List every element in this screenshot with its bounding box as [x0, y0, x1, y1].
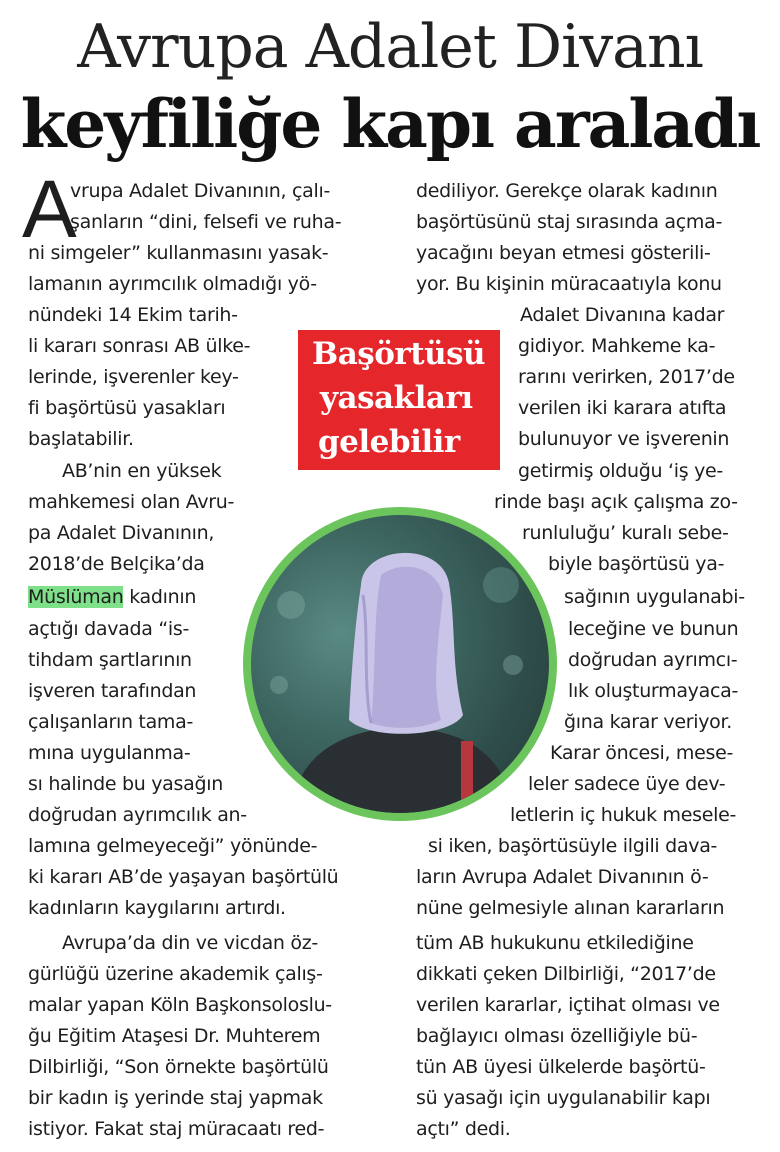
body-line: pa Adalet Divanının,	[28, 522, 215, 544]
body-line: tün AB üyesi ülkelerde başörtü-	[416, 1056, 706, 1078]
body-line: lerinde, işverenler key-	[28, 366, 239, 388]
body-line: işveren tarafından	[28, 680, 197, 702]
body-line: açtığı davada “is-	[28, 618, 190, 640]
body-line: vrupa Adalet Divanının, çalı-	[70, 180, 331, 202]
body-line: sı halinde bu yasağın	[28, 773, 223, 795]
body-line: gürlüğü üzerine akademik çalış-	[28, 963, 323, 985]
body-line-rest: kadının	[123, 586, 197, 608]
body-line: si iken, başörtüsüyle ilgili dava-	[428, 835, 718, 857]
body-line: doğrudan ayrımcı-	[568, 649, 738, 671]
body-line: getirmiş olduğu ‘iş ye-	[518, 460, 723, 482]
body-line: leceğine ve bunun	[568, 618, 739, 640]
body-line: ğına karar veriyor.	[564, 711, 732, 733]
body-line: dikkati çeken Dilbirliği, “2017’de	[416, 963, 716, 985]
body-line: runluluğu’ kuralı sebe-	[522, 522, 729, 544]
body-line: sü yasağı için uygulanabilir kapı	[416, 1087, 711, 1109]
body-line: mına uygulanma-	[28, 742, 191, 764]
body-line: AB’nin en yüksek	[62, 460, 222, 482]
body-line: ki kararı AB’de yaşayan başörtülü	[28, 866, 339, 888]
body-line: tihdam şartlarının	[28, 649, 192, 671]
body-line: fi başörtüsü yasakları	[28, 397, 226, 419]
body-line: biyle başörtüsü ya-	[548, 553, 725, 575]
body-line: rinde başı açık çalışma zo-	[494, 491, 738, 513]
pull-quote-line: yasakları	[320, 380, 473, 416]
body-line: yacağını beyan etmesi gösterili-	[416, 242, 711, 264]
body-line: Dilbirliği, “Son örnekte başörtülü	[28, 1056, 329, 1078]
body-line: yor. Bu kişinin müracaatıyla konu	[416, 273, 722, 295]
body-line: lamına gelmeyeceği” yönünde-	[28, 835, 318, 857]
body-line: malar yapan Köln Başkonsoloslu-	[28, 994, 332, 1016]
body-line: kadınların kaygılarını artırdı.	[28, 897, 286, 919]
body-line: ların Avrupa Adalet Divanının ö-	[416, 866, 709, 888]
body-line: li kararı sonrası AB ülke-	[28, 335, 251, 357]
headscarf-figure-icon	[251, 515, 549, 813]
body-line: açtı” dedi.	[416, 1118, 511, 1140]
body-line: gidiyor. Mahkeme ka-	[518, 335, 716, 357]
headline-line-1: Avrupa Adalet Divanı	[77, 12, 703, 82]
body-line: başörtüsünü staj sırasında açma-	[416, 211, 722, 233]
body-line: lamanın ayrımcılık olmadığı yö-	[28, 273, 317, 295]
photo-frame	[243, 507, 557, 821]
pull-quote-line: Başörtüsü	[312, 336, 486, 372]
pull-quote-line: gelebilir	[318, 424, 460, 460]
headscarf-woman-photo	[251, 515, 549, 813]
highlighted-word: Müslüman	[28, 586, 124, 608]
body-line: istiyor. Fakat staj müracaatı red-	[28, 1118, 325, 1140]
body-line: verilen kararlar, içtihat olması ve	[416, 994, 720, 1016]
body-line: Adalet Divanına kadar	[520, 304, 725, 326]
body-line: şanların “dini, felsefi ve ruha-	[70, 211, 342, 233]
body-line: dediliyor. Gerekçe olarak kadının	[416, 180, 718, 202]
body-line: sağının uygulanabi-	[564, 586, 745, 608]
body-line: verilen iki karara atıfta	[518, 397, 727, 419]
body-line: Karar öncesi, mese-	[550, 742, 734, 764]
body-line: letlerin iç hukuk mesele-	[510, 804, 737, 826]
body-line: mahkemesi olan Avru-	[28, 491, 235, 513]
body-line: çalışanların tama-	[28, 711, 194, 733]
body-line: Avrupa’da din ve vicdan öz-	[62, 932, 318, 954]
body-line: nündeki 14 Ekim tarih-	[28, 304, 238, 326]
body-line: 2018’de Belçika’da	[28, 553, 205, 575]
body-line: rarını verirken, 2017’de	[518, 366, 735, 388]
body-line: nüne gelmesiyle alınan kararların	[416, 897, 725, 919]
body-line: bulunuyor ve işverenin	[518, 428, 730, 450]
body-line: tüm AB hukukunu etkilediğine	[416, 932, 694, 954]
body-line: bağlayıcı olması özelliğiyle bü-	[416, 1025, 698, 1047]
drop-cap: A	[22, 164, 77, 255]
body-line: bir kadın iş yerinde staj yapmak	[28, 1087, 323, 1109]
body-line	[28, 582, 196, 612]
body-line: leler sadece üye dev-	[528, 773, 726, 795]
body-line: lık oluşturmayaca-	[568, 680, 738, 702]
body-line: başlatabilir.	[28, 428, 134, 450]
body-line: doğrudan ayrımcılık an-	[28, 804, 247, 826]
pull-quote	[298, 330, 500, 470]
headline-line-2: keyfiliğe kapı araladı	[20, 85, 760, 163]
body-line: ni simgeler” kullanmasını yasak-	[28, 242, 329, 264]
body-line: ğu Eğitim Ataşesi Dr. Muhterem	[28, 1025, 321, 1047]
